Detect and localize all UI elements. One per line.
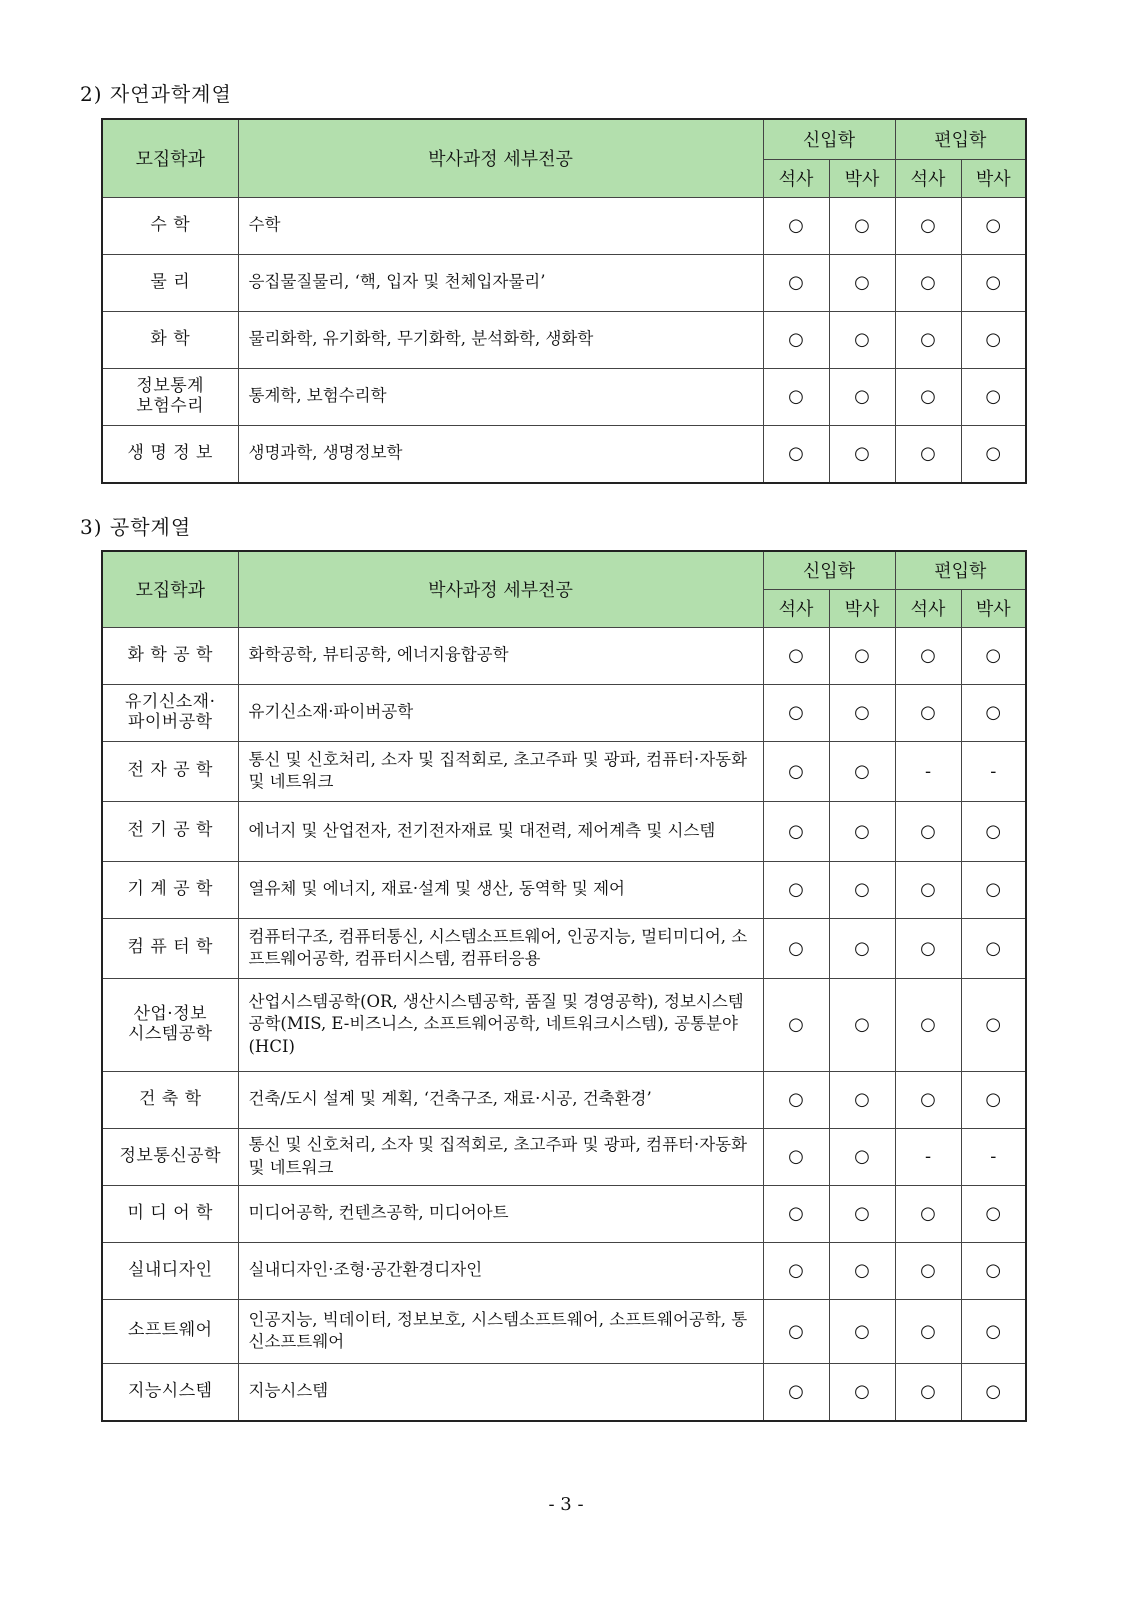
circle-mark-icon: ○ bbox=[920, 1089, 936, 1110]
availability-cell bbox=[961, 1185, 1026, 1242]
availability-cell bbox=[895, 1242, 961, 1299]
circle-mark-icon: ○ bbox=[920, 1014, 936, 1035]
header-new-admission: 신입학 bbox=[763, 119, 895, 159]
availability-cell bbox=[961, 197, 1026, 254]
availability-cell bbox=[961, 1071, 1026, 1128]
major-cell bbox=[238, 368, 763, 425]
availability-cell bbox=[829, 1363, 895, 1421]
table-row bbox=[102, 1242, 1026, 1299]
circle-mark-icon: ○ bbox=[788, 272, 804, 293]
major-cell bbox=[238, 425, 763, 483]
availability-cell bbox=[961, 368, 1026, 425]
major-label: 건축/도시 설계 및 계획, ‘건축구조, 재료·시공, 건축환경’ bbox=[248, 1089, 652, 1109]
availability-cell bbox=[829, 861, 895, 918]
availability-cell bbox=[829, 1071, 895, 1128]
availability-cell bbox=[763, 1071, 829, 1128]
dept-label: 유기신소재· 파이버공학 bbox=[124, 691, 216, 732]
circle-mark-icon: ○ bbox=[985, 329, 1002, 350]
circle-mark-icon: ○ bbox=[920, 329, 936, 350]
dept-cell bbox=[102, 197, 238, 254]
availability-cell bbox=[961, 684, 1026, 741]
availability-cell bbox=[895, 801, 961, 861]
dept-cell bbox=[102, 741, 238, 801]
circle-mark-icon: ○ bbox=[788, 1320, 804, 1342]
table-row bbox=[102, 1363, 1026, 1421]
circle-mark-icon: ○ bbox=[985, 1014, 1002, 1035]
dash-mark: - bbox=[990, 1146, 997, 1167]
availability-cell bbox=[763, 861, 829, 918]
availability-cell bbox=[829, 1242, 895, 1299]
dept-label: 실내디자인 bbox=[127, 1259, 213, 1280]
dept-label: 컴 퓨 터 학 bbox=[127, 937, 213, 958]
circle-mark-icon: ○ bbox=[854, 820, 870, 842]
table-row bbox=[102, 861, 1026, 918]
circle-mark-icon: ○ bbox=[985, 1089, 1002, 1110]
circle-mark-icon: ○ bbox=[920, 937, 936, 959]
circle-mark-icon: ○ bbox=[985, 1203, 1002, 1224]
availability-cell bbox=[763, 918, 829, 978]
circle-mark-icon: ○ bbox=[788, 879, 804, 900]
major-label: 지능시스템 bbox=[248, 1381, 329, 1401]
dash-mark: - bbox=[990, 760, 997, 782]
circle-mark-icon: ○ bbox=[788, 760, 804, 782]
circle-mark-icon: ○ bbox=[985, 1260, 1002, 1281]
circle-mark-icon: ○ bbox=[854, 1320, 870, 1342]
circle-mark-icon: ○ bbox=[920, 879, 936, 900]
circle-mark-icon: ○ bbox=[788, 1014, 804, 1035]
availability-cell bbox=[763, 1299, 829, 1363]
dept-cell bbox=[102, 1128, 238, 1185]
availability-cell bbox=[829, 627, 895, 684]
page-number: - 3 - bbox=[548, 1494, 584, 1515]
circle-mark-icon: ○ bbox=[985, 879, 1002, 900]
section-title-natural: 2) 자연과학계열 bbox=[80, 82, 232, 106]
circle-mark-icon: ○ bbox=[920, 820, 936, 842]
availability-cell bbox=[961, 311, 1026, 368]
table-row bbox=[102, 197, 1026, 254]
availability-cell bbox=[961, 425, 1026, 483]
circle-mark-icon: ○ bbox=[788, 215, 804, 236]
circle-mark-icon: ○ bbox=[854, 386, 870, 407]
availability-cell bbox=[829, 1128, 895, 1185]
major-cell bbox=[238, 918, 763, 978]
dash-mark: - bbox=[924, 760, 932, 782]
circle-mark-icon: ○ bbox=[920, 702, 936, 723]
table-row bbox=[102, 311, 1026, 368]
header-transfer: 편입학 bbox=[895, 119, 1026, 159]
circle-mark-icon: ○ bbox=[920, 1381, 936, 1402]
availability-cell bbox=[829, 254, 895, 311]
major-cell bbox=[238, 197, 763, 254]
table-row bbox=[102, 1299, 1026, 1363]
dept-label: 물 리 bbox=[150, 271, 191, 292]
dept-cell bbox=[102, 801, 238, 861]
dept-cell bbox=[102, 918, 238, 978]
availability-cell bbox=[829, 684, 895, 741]
major-cell bbox=[238, 1363, 763, 1421]
availability-cell bbox=[829, 801, 895, 861]
circle-mark-icon: ○ bbox=[920, 272, 936, 293]
circle-mark-icon: ○ bbox=[985, 1320, 1002, 1342]
availability-cell bbox=[961, 978, 1026, 1071]
availability-cell bbox=[829, 1299, 895, 1363]
availability-cell bbox=[895, 254, 961, 311]
dept-label: 기 계 공 학 bbox=[127, 878, 213, 899]
circle-mark-icon: ○ bbox=[788, 1146, 804, 1167]
circle-mark-icon: ○ bbox=[854, 1260, 870, 1281]
major-label: 산업시스템공학(OR, 생산시스템공학, 품질 및 경영공학), 정보시스템공학(MIS, E-비즈니스, 소프트웨어공학, 네트워크시스템), 공통분야(HCI) bbox=[248, 992, 744, 1056]
major-label: 실내디자인·조형·공간환경디자인 bbox=[248, 1260, 483, 1280]
dept-label: 전 자 공 학 bbox=[127, 760, 213, 781]
dept-label: 미 디 어 학 bbox=[127, 1202, 213, 1223]
dept-cell bbox=[102, 311, 238, 368]
circle-mark-icon: ○ bbox=[854, 1089, 870, 1110]
major-label: 에너지 및 산업전자, 전기전자재료 및 대전력, 제어계측 및 시스템 bbox=[248, 820, 716, 840]
circle-mark-icon: ○ bbox=[854, 443, 870, 464]
circle-mark-icon: ○ bbox=[985, 702, 1002, 723]
availability-cell bbox=[961, 1363, 1026, 1421]
circle-mark-icon: ○ bbox=[920, 645, 936, 666]
table-row bbox=[102, 978, 1026, 1071]
circle-mark-icon: ○ bbox=[985, 443, 1002, 464]
availability-cell bbox=[763, 801, 829, 861]
dept-cell bbox=[102, 1071, 238, 1128]
availability-cell bbox=[763, 311, 829, 368]
availability-cell bbox=[895, 311, 961, 368]
circle-mark-icon: ○ bbox=[788, 1381, 804, 1402]
circle-mark-icon: ○ bbox=[920, 386, 936, 407]
circle-mark-icon: ○ bbox=[854, 702, 870, 723]
availability-cell bbox=[895, 1071, 961, 1128]
dept-cell bbox=[102, 978, 238, 1071]
table-row bbox=[102, 1185, 1026, 1242]
dept-label: 건 축 학 bbox=[138, 1088, 202, 1109]
circle-mark-icon: ○ bbox=[854, 1203, 870, 1224]
availability-cell bbox=[763, 978, 829, 1071]
dept-cell bbox=[102, 627, 238, 684]
availability-cell bbox=[961, 1299, 1026, 1363]
dept-cell bbox=[102, 684, 238, 741]
availability-cell bbox=[961, 741, 1026, 801]
circle-mark-icon: ○ bbox=[854, 1381, 870, 1402]
header-master: 석사 bbox=[763, 589, 829, 627]
circle-mark-icon: ○ bbox=[920, 1203, 936, 1224]
dept-cell bbox=[102, 425, 238, 483]
availability-cell bbox=[895, 918, 961, 978]
header-new-admission: 신입학 bbox=[763, 551, 895, 589]
availability-cell bbox=[829, 425, 895, 483]
circle-mark-icon: ○ bbox=[854, 272, 870, 293]
dash-mark: - bbox=[924, 1146, 932, 1167]
header-doctor: 박사 bbox=[961, 159, 1026, 197]
circle-mark-icon: ○ bbox=[920, 1260, 936, 1281]
availability-cell bbox=[829, 197, 895, 254]
circle-mark-icon: ○ bbox=[788, 329, 804, 350]
dept-cell bbox=[102, 861, 238, 918]
major-label: 미디어공학, 컨텐츠공학, 미디어아트 bbox=[248, 1203, 509, 1223]
circle-mark-icon: ○ bbox=[788, 386, 804, 407]
dept-cell bbox=[102, 1299, 238, 1363]
circle-mark-icon: ○ bbox=[788, 702, 804, 723]
header-transfer: 편입학 bbox=[895, 551, 1026, 589]
dept-label: 생 명 정 보 bbox=[127, 442, 213, 463]
circle-mark-icon: ○ bbox=[920, 443, 936, 464]
circle-mark-icon: ○ bbox=[854, 1014, 870, 1035]
availability-cell bbox=[763, 1128, 829, 1185]
availability-cell bbox=[961, 627, 1026, 684]
table-row bbox=[102, 1071, 1026, 1128]
availability-cell bbox=[763, 684, 829, 741]
major-cell bbox=[238, 311, 763, 368]
availability-cell bbox=[895, 627, 961, 684]
dept-label: 정보통계 보험수리 bbox=[136, 375, 205, 416]
table-row bbox=[102, 684, 1026, 741]
major-label: 유기신소재·파이버공학 bbox=[248, 702, 414, 722]
availability-cell bbox=[829, 1185, 895, 1242]
major-label: 물리화학, 유기화학, 무기화학, 분석화학, 생화학 bbox=[248, 329, 594, 349]
table-row bbox=[102, 627, 1026, 684]
major-label: 수학 bbox=[248, 215, 281, 235]
header-master: 석사 bbox=[895, 589, 961, 627]
availability-cell bbox=[763, 1242, 829, 1299]
availability-cell bbox=[763, 254, 829, 311]
table-row bbox=[102, 1128, 1026, 1185]
header-major: 박사과정 세부전공 bbox=[238, 551, 763, 627]
circle-mark-icon: ○ bbox=[788, 1203, 804, 1224]
major-cell bbox=[238, 1185, 763, 1242]
availability-cell bbox=[895, 1128, 961, 1185]
availability-cell bbox=[829, 741, 895, 801]
table-row bbox=[102, 425, 1026, 483]
availability-cell bbox=[895, 861, 961, 918]
availability-cell bbox=[961, 1242, 1026, 1299]
availability-cell bbox=[763, 425, 829, 483]
availability-cell bbox=[763, 197, 829, 254]
dept-label: 정보통신공학 bbox=[119, 1145, 222, 1166]
header-master: 석사 bbox=[895, 159, 961, 197]
availability-cell bbox=[895, 684, 961, 741]
major-label: 통계학, 보험수리학 bbox=[248, 386, 387, 406]
major-label: 통신 및 신호처리, 소자 및 집적회로, 초고주파 및 광파, 컴퓨터·자동화 및 네트워크 bbox=[248, 749, 748, 791]
major-label: 생명과학, 생명정보학 bbox=[248, 443, 403, 463]
circle-mark-icon: ○ bbox=[788, 1260, 804, 1281]
major-cell bbox=[238, 684, 763, 741]
availability-cell bbox=[895, 1363, 961, 1421]
major-label: 통신 및 신호처리, 소자 및 집적회로, 초고주파 및 광파, 컴퓨터·자동화 및 네트워크 bbox=[248, 1135, 748, 1177]
availability-cell bbox=[763, 741, 829, 801]
circle-mark-icon: ○ bbox=[854, 937, 870, 959]
availability-cell bbox=[961, 254, 1026, 311]
dept-cell bbox=[102, 1363, 238, 1421]
dept-label: 소프트웨어 bbox=[127, 1320, 213, 1341]
dept-label: 전 기 공 학 bbox=[127, 820, 213, 841]
major-cell bbox=[238, 741, 763, 801]
major-label: 응집물질물리, ‘핵, 입자 및 천체입자물리’ bbox=[248, 272, 546, 292]
availability-cell bbox=[763, 627, 829, 684]
circle-mark-icon: ○ bbox=[985, 1381, 1002, 1402]
circle-mark-icon: ○ bbox=[788, 1089, 804, 1110]
availability-cell bbox=[829, 311, 895, 368]
availability-cell bbox=[829, 918, 895, 978]
availability-cell bbox=[895, 425, 961, 483]
table-row bbox=[102, 368, 1026, 425]
major-label: 화학공학, 뷰티공학, 에너지융합공학 bbox=[248, 645, 509, 665]
availability-cell bbox=[961, 801, 1026, 861]
circle-mark-icon: ○ bbox=[985, 215, 1002, 236]
availability-cell bbox=[895, 368, 961, 425]
dept-cell bbox=[102, 368, 238, 425]
availability-cell bbox=[763, 1363, 829, 1421]
major-cell bbox=[238, 801, 763, 861]
circle-mark-icon: ○ bbox=[985, 937, 1002, 959]
availability-cell bbox=[961, 861, 1026, 918]
dept-label: 지능시스템 bbox=[127, 1380, 213, 1401]
circle-mark-icon: ○ bbox=[788, 645, 804, 666]
circle-mark-icon: ○ bbox=[985, 272, 1002, 293]
dept-cell bbox=[102, 1242, 238, 1299]
circle-mark-icon: ○ bbox=[788, 443, 804, 464]
table-natural bbox=[101, 118, 1027, 484]
major-cell bbox=[238, 627, 763, 684]
header-dept: 모집학과 bbox=[102, 119, 238, 197]
header-master: 석사 bbox=[763, 159, 829, 197]
circle-mark-icon: ○ bbox=[854, 329, 870, 350]
circle-mark-icon: ○ bbox=[854, 879, 870, 900]
header-doctor: 박사 bbox=[829, 589, 895, 627]
circle-mark-icon: ○ bbox=[985, 386, 1002, 407]
dept-label: 수 학 bbox=[150, 214, 191, 235]
header-doctor: 박사 bbox=[829, 159, 895, 197]
table-engineering bbox=[101, 550, 1027, 1422]
dept-label: 화 학 bbox=[150, 328, 191, 349]
availability-cell bbox=[763, 1185, 829, 1242]
major-cell bbox=[238, 254, 763, 311]
table-row bbox=[102, 741, 1026, 801]
availability-cell bbox=[829, 368, 895, 425]
availability-cell bbox=[895, 1299, 961, 1363]
section-title-engineering: 3) 공학계열 bbox=[80, 515, 192, 539]
table-row bbox=[102, 254, 1026, 311]
circle-mark-icon: ○ bbox=[854, 1146, 870, 1167]
header-doctor: 박사 bbox=[961, 589, 1026, 627]
major-label: 컴퓨터구조, 컴퓨터통신, 시스템소프트웨어, 인공지능, 멀티미디어, 소프트웨어공학, 컴퓨터시스템, 컴퓨터응용 bbox=[248, 926, 748, 968]
circle-mark-icon: ○ bbox=[854, 645, 870, 666]
table-row bbox=[102, 801, 1026, 861]
major-cell bbox=[238, 1242, 763, 1299]
dept-cell bbox=[102, 254, 238, 311]
circle-mark-icon: ○ bbox=[854, 760, 870, 782]
major-cell bbox=[238, 861, 763, 918]
dept-label: 산업·정보 시스템공학 bbox=[127, 1003, 213, 1044]
major-cell bbox=[238, 1128, 763, 1185]
circle-mark-icon: ○ bbox=[788, 937, 804, 959]
header-major: 박사과정 세부전공 bbox=[238, 119, 763, 197]
header-dept: 모집학과 bbox=[102, 551, 238, 627]
major-label: 열유체 및 에너지, 재료·설계 및 생산, 동역학 및 제어 bbox=[248, 879, 625, 899]
circle-mark-icon: ○ bbox=[985, 820, 1002, 842]
major-label: 인공지능, 빅데이터, 정보보호, 시스템소프트웨어, 소프트웨어공학, 통신소프트웨어 bbox=[248, 1309, 748, 1351]
dept-cell bbox=[102, 1185, 238, 1242]
circle-mark-icon: ○ bbox=[920, 215, 936, 236]
circle-mark-icon: ○ bbox=[920, 1320, 936, 1342]
circle-mark-icon: ○ bbox=[854, 215, 870, 236]
availability-cell bbox=[895, 741, 961, 801]
availability-cell bbox=[895, 1185, 961, 1242]
availability-cell bbox=[763, 368, 829, 425]
availability-cell bbox=[895, 197, 961, 254]
circle-mark-icon: ○ bbox=[788, 820, 804, 842]
major-cell bbox=[238, 1071, 763, 1128]
availability-cell bbox=[961, 918, 1026, 978]
dept-label: 화 학 공 학 bbox=[127, 644, 213, 665]
availability-cell bbox=[829, 978, 895, 1071]
circle-mark-icon: ○ bbox=[985, 645, 1002, 666]
major-cell bbox=[238, 978, 763, 1071]
major-cell bbox=[238, 1299, 763, 1363]
table-row bbox=[102, 918, 1026, 978]
availability-cell bbox=[961, 1128, 1026, 1185]
availability-cell bbox=[895, 978, 961, 1071]
